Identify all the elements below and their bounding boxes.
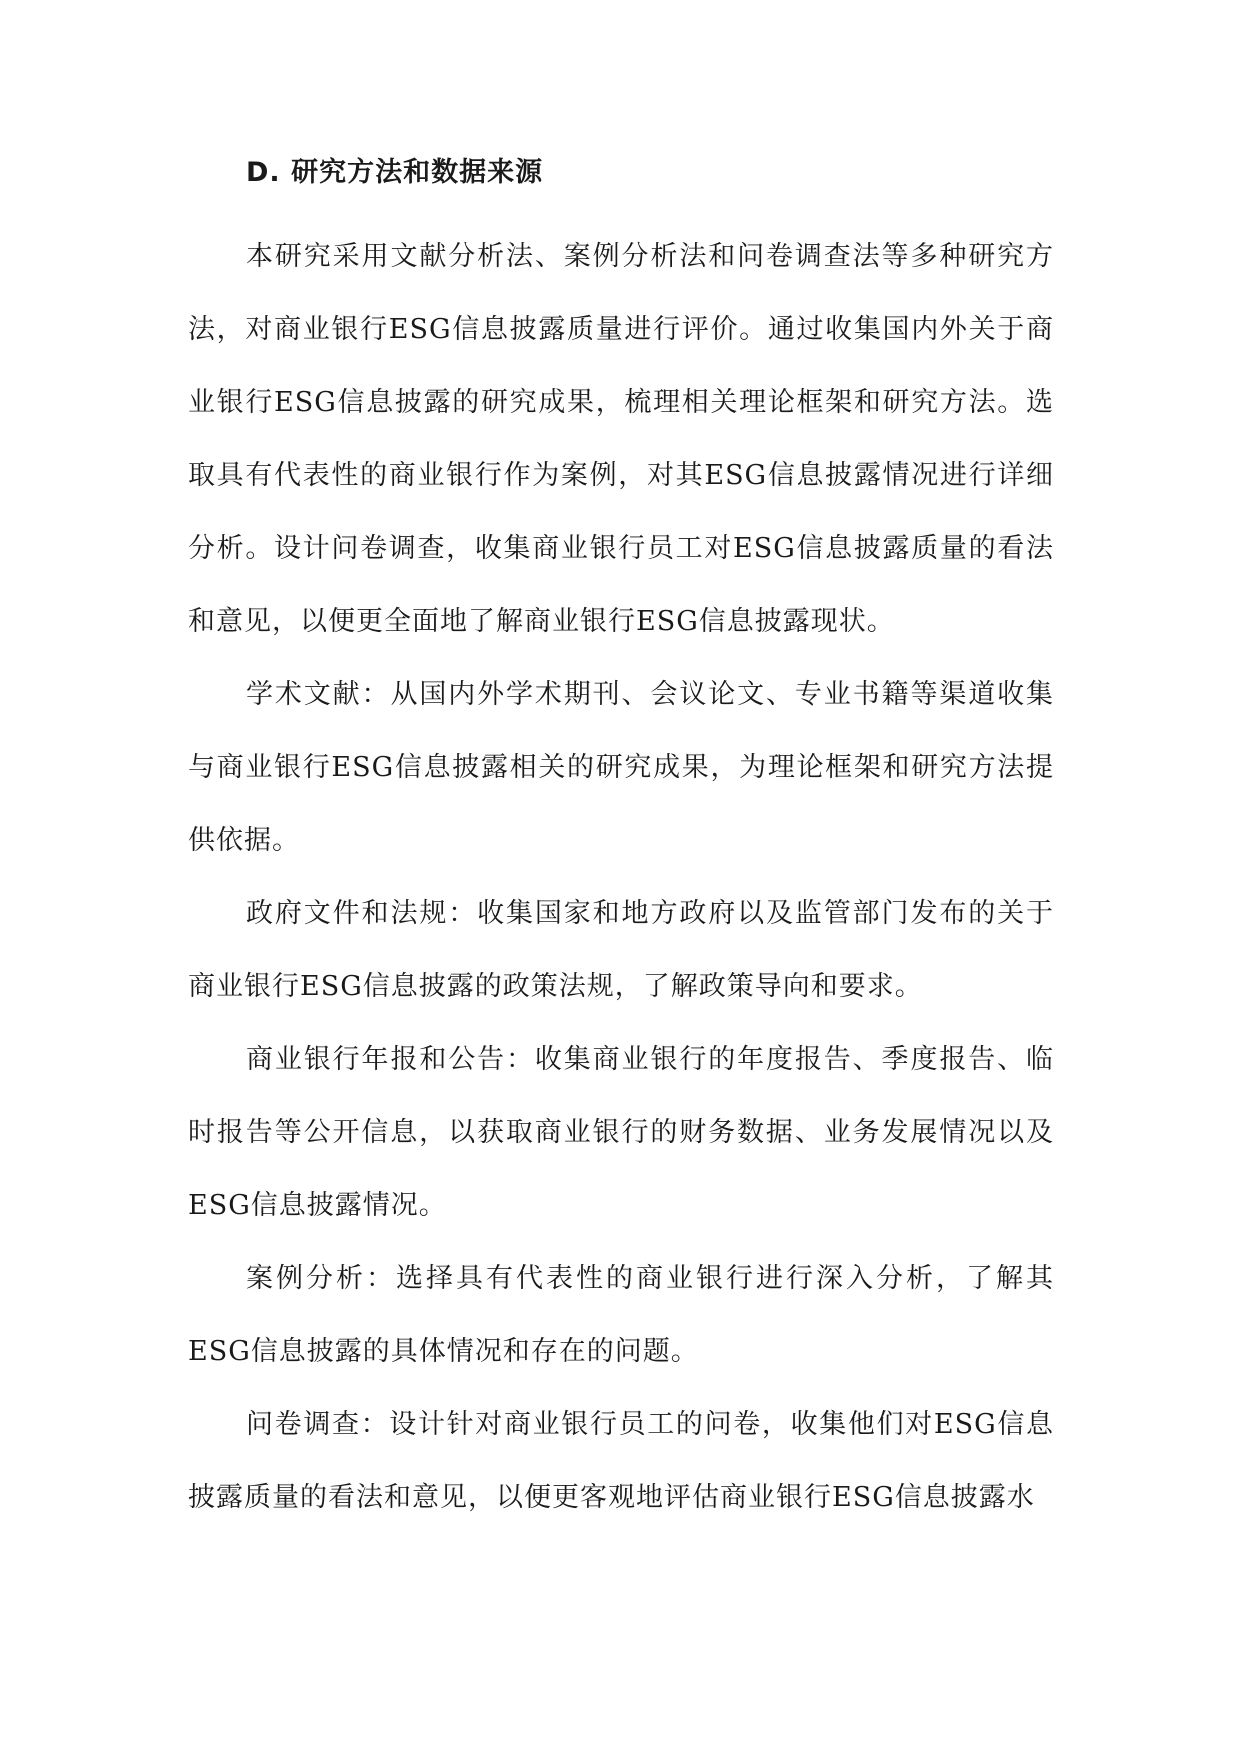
paragraph-annual-reports: 商业银行年报和公告：收集商业银行的年度报告、季度报告、临时报告等公开信息，以获取商业银行的财务数据、业务发展情况以及ESG信息披露情况。: [188, 1044, 1054, 1221]
paragraph-government-documents: 政府文件和法规：收集国家和地方政府以及监管部门发布的关于商业银行ESG信息披露的政策法规，了解政策导向和要求。: [188, 898, 1054, 1002]
paragraph-case-analysis: 案例分析：选择具有代表性的商业银行进行深入分析，了解其ESG信息披露的具体情况和存在的问题。: [188, 1263, 1054, 1367]
paragraph-research-methods: 本研究采用文献分析法、案例分析法和问卷调查法等多种研究方法，对商业银行ESG信息披露质量进行评价。通过收集国内外关于商业银行ESG信息披露的研究成果，梳理相关理论框架和研究方法。选取具有代表性的商业银行作为案例，对其ESG信息披露情况进行详细分析。设计问卷调查，收集商业银行员工对ESG信息披露质量的看法和意见，以便更全面地了解商业银行ESG信息披露现状。: [188, 241, 1054, 637]
paragraph-questionnaire: 问卷调查：设计针对商业银行员工的问卷，收集他们对ESG信息披露质量的看法和意见，以便更客观地评估商业银行ESG信息披露水: [188, 1409, 1054, 1513]
paragraph-academic-literature: 学术文献：从国内外学术期刊、会议论文、专业书籍等渠道收集与商业银行ESG信息披露相关的研究成果，为理论框架和研究方法提供依据。: [188, 679, 1054, 856]
document-body: [188, 140, 1054, 1534]
section-heading: D. 研究方法和数据来源: [246, 157, 544, 188]
